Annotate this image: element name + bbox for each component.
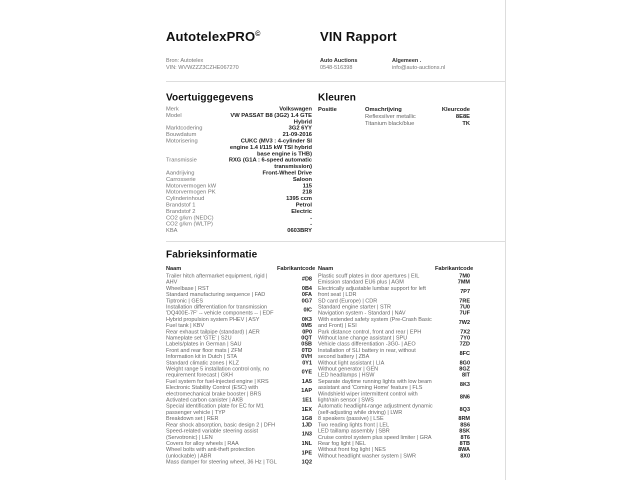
factory-item-name: Wheelbase | RST — [166, 285, 210, 292]
factory-item-code: 0M5 — [301, 322, 312, 329]
vehicle-row-value: Front-Wheel Drive — [262, 169, 312, 176]
factory-item-name: Trailer hitch aftermarket equipment, rigid | AHV — [166, 272, 268, 286]
vehicle-row-label: Brandstof 2 — [166, 208, 196, 215]
factory-item-name: Standard manufacturing sequence | FAD — [166, 291, 266, 298]
factory-item-name: Rear shock absorption, basic design 2 | DFH — [166, 421, 276, 428]
factory-item-code: 8WA — [458, 446, 470, 453]
factory-item-name: Without front fog light | NES — [318, 446, 386, 453]
vehicle-row-label: Motorvermogen PK — [166, 189, 216, 196]
vehicle-row-value: Petrol — [295, 201, 312, 208]
factory-item-code: 7P7 — [460, 288, 470, 295]
factory-item-code: 7MM — [457, 279, 470, 286]
vehicle-row-value: - — [310, 214, 312, 221]
vehicle-row-label: Brandstof 1 — [166, 201, 196, 208]
factory-item-code: 0K3 — [301, 316, 312, 323]
factory-item-code: 8GZ — [459, 366, 470, 373]
factory-item-name: Fuel tank | KBV — [166, 322, 205, 329]
color-row — [318, 113, 470, 120]
vehicle-row-value: VW PASSAT B8 (3G2) 1.4 GTE Hybrid — [230, 112, 312, 125]
factory-item-name: Park distance control, front and rear | EPH — [318, 328, 422, 335]
factory-item-name: Wheel bolts with anti-theft protection (unlockable) | ABR — [166, 446, 255, 459]
factory-row — [166, 273, 312, 285]
contact-name: Auto Auctions — [320, 57, 358, 64]
colors-header-kleurcode: Kleurcode — [441, 106, 470, 113]
factory-item-code: 8Q3 — [459, 406, 470, 413]
vehicle-row-label: Bouwdatum — [166, 131, 197, 138]
factory-item-name: LED taillamp assembly | SBR — [318, 428, 390, 435]
factory-row — [318, 453, 470, 459]
factory-item-code: 1EX — [301, 406, 312, 413]
general-label: Algemeen . — [392, 57, 422, 64]
factory-item-name: Navigation system - Standard | NAV — [318, 310, 406, 317]
factory-left-header — [166, 265, 316, 272]
factory-row — [166, 366, 312, 378]
colors-table — [318, 106, 470, 234]
factory-row — [166, 403, 312, 415]
factory-item-name: Breakdown set | RER — [166, 415, 219, 422]
factory-item-name: Windshield wiper intermittent control with light/rain sensor | SWS — [318, 390, 418, 404]
factory-item-code: 0IC — [303, 307, 312, 314]
vehicle-row-label: Merk — [166, 106, 179, 112]
factory-item-name: Emission standard EU6 plus | AGM — [318, 279, 404, 286]
factory-item-code: 8T6 — [460, 434, 470, 441]
general-contact-block — [392, 57, 445, 71]
factory-item-code: 0Y1 — [302, 359, 312, 366]
factory-item-name: Two reading lights front | LEL — [318, 421, 390, 428]
factory-item-code: 7X2 — [460, 328, 470, 335]
vehicle-row — [166, 138, 312, 157]
factory-item-name: Rear fog light | NEL — [318, 440, 366, 447]
factory-naam-header: Naam — [318, 265, 334, 272]
vehicle-row-label: CO2 g/km (NEDC) — [166, 214, 214, 221]
factory-item-code: 7RE — [459, 297, 470, 304]
contact-phone: 0548-516398 — [320, 64, 353, 71]
color-code: 8E8E — [455, 113, 470, 120]
contact-block — [320, 57, 357, 71]
factory-item-code: 1AP — [301, 387, 312, 394]
source-block — [166, 57, 239, 71]
vehicle-row-value: Volkswagen — [279, 106, 312, 112]
colors-header-omschrijving: Omschrijving — [365, 106, 402, 113]
factory-item-code: 8K3 — [459, 381, 470, 388]
factory-item-name: SD card (Europe) | CDR — [318, 297, 378, 304]
section-titles-row — [166, 92, 505, 106]
factory-code-header: Fabrikantcode — [277, 265, 316, 272]
vehicle-row-label: KBA — [166, 227, 178, 234]
factory-item-name: Standard engine starter | STR — [318, 303, 391, 310]
brand-copyright-mark: © — [255, 29, 261, 38]
factory-item-name: Standard climatic zones | KLZ — [166, 359, 239, 366]
vehicle-row-label: Marktcodering — [166, 125, 203, 132]
vehicle-and-colors — [166, 106, 505, 234]
factory-row — [318, 347, 470, 359]
factory-item-code: 1A5 — [301, 378, 312, 385]
color-positie — [318, 120, 365, 127]
factory-item-code: 1E1 — [302, 397, 312, 404]
factory-item-code: 0YE — [301, 369, 312, 376]
header-info-row — [166, 57, 505, 74]
factory-item-name: Weight range 5 installation control only, no requirement forecast | GKH — [166, 366, 270, 379]
factory-item-name: Without lane change assistant | SPU — [318, 335, 408, 341]
factory-item-code: 7Y0 — [460, 335, 470, 341]
colors-section-title: Kleuren — [318, 92, 356, 103]
factory-item-code: 7UF — [459, 310, 470, 317]
factory-item-code: 8RM — [458, 415, 470, 422]
factory-item-name: Nameplate set 'GTE' | S2U — [166, 335, 232, 341]
factory-naam-header: Naam — [166, 265, 182, 272]
colors-header-positie: Positie — [318, 106, 337, 113]
factory-row — [166, 428, 312, 440]
color-positie — [318, 113, 365, 120]
factory-item-name: Installation differentiation for transmission 'DQ400E-7F' -- vehicle components -- | EDF — [166, 303, 274, 317]
vehicle-row-value: 218 — [302, 189, 312, 196]
page-edge-divider — [505, 0, 506, 480]
factory-row — [318, 391, 470, 403]
factory-item-name: Electrically adjustable lumbar support for left front seat | LDR — [318, 285, 426, 298]
vehicle-row-label: Cylinderinhoud — [166, 195, 205, 202]
vehicle-row — [166, 228, 312, 234]
factory-item-name: Tiptronic | GES — [166, 297, 203, 304]
color-description: Titanium black/blue — [365, 120, 415, 127]
factory-item-name: Speed-related variable steering assist (Servotronic) | LEN — [166, 428, 259, 441]
source-label: Bron: Autotelex — [166, 57, 204, 64]
vehicle-row-value: CUKC (MV3 : 4-cylinder SI engine 1.4 l/115 kW TSI hybrid base engine is THB) — [229, 137, 312, 157]
factory-item-name: Special identification plate for EC for M1 passenger vehicle | TYP — [166, 403, 264, 416]
factory-item-name: Rear exhaust tailpipe (standard) | AER — [166, 328, 260, 335]
header-divider — [166, 81, 505, 82]
factory-item-name: 8 speakers (passive) | LSE — [318, 415, 384, 422]
factory-item-code: 8IT — [462, 372, 470, 379]
vehicle-row-value: 3G2 6YY — [288, 125, 312, 132]
colors-rows — [318, 113, 470, 127]
vehicle-row — [166, 157, 312, 170]
vehicle-row-label: Motorvermogen kW — [166, 182, 217, 189]
vehicle-row-value: 0603BRY — [287, 227, 312, 234]
colors-header-row — [318, 106, 470, 113]
factory-row — [166, 304, 312, 316]
vehicle-row-value: 21-09-2016 — [282, 131, 312, 138]
vehicle-row-value: Saloon — [292, 176, 312, 183]
factory-item-code: 0G7 — [301, 297, 312, 304]
factory-code-header: Fabrikantcode — [435, 265, 474, 272]
vehicle-row-label: Transmissie — [166, 157, 197, 164]
factory-row — [318, 378, 470, 390]
factory-item-code: 8G0 — [459, 359, 470, 366]
vehicle-row — [166, 112, 312, 125]
factory-item-code: 8FC — [459, 350, 470, 357]
factory-item-name: Fuel system for fuel-injected engine | KRS — [166, 378, 269, 385]
vehicle-table — [166, 106, 312, 234]
vehicle-row-label: CO2 g/km (WLTP) — [166, 221, 213, 228]
factory-item-code: 8X0 — [460, 452, 470, 459]
factory-item-code: #D8 — [301, 276, 312, 283]
vehicle-row-label: Model — [166, 112, 182, 119]
factory-item-code: 1PE — [301, 449, 312, 456]
factory-item-name: Activated carbon canister | AKB — [166, 397, 243, 404]
factory-item-name: Hybrid propulsion system PHEV | ASY — [166, 316, 260, 323]
factory-row — [166, 447, 312, 459]
factory-item-code: 0TD — [301, 347, 312, 354]
factory-item-code: 0VH — [301, 353, 312, 360]
vin-label: VIN: WVWZZZ3CZHE067270 — [166, 64, 239, 71]
factory-right-column — [318, 265, 474, 465]
factory-item-code: 0B4 — [301, 285, 312, 292]
factory-section-title: Fabrieksinformatie — [166, 248, 258, 260]
factory-item-code: 7U0 — [459, 303, 470, 310]
report-content — [166, 29, 505, 465]
factory-item-name: Labels/plates in German | SAU — [166, 341, 242, 348]
vehicle-row-value: 1395 ccm — [286, 195, 312, 202]
factory-item-name: Cruise control system plus speed limiter | GRA — [318, 434, 432, 441]
factory-item-name: Electronic Stability Control (ESC) with electromechanical brake booster | BRS — [166, 384, 262, 397]
factory-row — [166, 385, 312, 397]
factory-item-code: 8SK — [459, 428, 470, 435]
report-header — [166, 29, 505, 47]
vehicle-row-value: Electric — [291, 208, 312, 215]
factory-row — [318, 316, 470, 328]
factory-item-name: Information kit in Dutch | STA — [166, 353, 238, 360]
brand-title — [166, 29, 261, 45]
factory-item-name: Vehicle class differentiation -3G0- | AEO — [318, 341, 416, 348]
section-divider — [166, 241, 505, 242]
factory-item-code: 0P0 — [302, 328, 312, 335]
factory-item-code: 8N6 — [459, 393, 470, 400]
factory-item-code: 0SB — [301, 341, 312, 348]
factory-item-code: 1N3 — [301, 431, 312, 438]
vehicle-row-value: - — [310, 221, 312, 228]
general-email: info@auto-auctions.nl — [392, 64, 446, 71]
color-code: TK — [462, 120, 470, 127]
factory-item-name: Separate daytime running lights with low beam assistant and 'Coming Home' feature | FLS — [318, 378, 432, 391]
factory-item-name: Covers for alloy wheels | RAA — [166, 440, 239, 447]
factory-item-code: 8TB — [459, 440, 470, 447]
color-row — [318, 120, 470, 127]
factory-item-name: Without generator | GEN — [318, 366, 379, 373]
factory-right-rows — [318, 273, 470, 459]
factory-item-code: 1Q2 — [301, 459, 312, 466]
factory-row — [318, 285, 470, 297]
vehicle-row-label: Aandrijving — [166, 169, 195, 176]
factory-right-header — [318, 265, 474, 272]
factory-item-name: Without headlight washer system | SWR — [318, 452, 417, 459]
vehicle-row-value: 115 — [302, 182, 312, 189]
report-title: VIN Rapport — [320, 29, 397, 44]
vehicle-row-value: RXG (G1A : 6-speed automatic transmission) — [228, 157, 312, 170]
factory-item-code: 1JD — [301, 421, 312, 428]
factory-item-name: With extended safety system (Pre-Crash Basic and Front) | ESI — [318, 316, 432, 329]
factory-row — [166, 459, 312, 465]
factory-item-name: Automatic headlight-range adjustment dynamic (self-adjusting while driving) | LWR — [318, 403, 433, 416]
factory-item-code: 0QT — [301, 335, 312, 341]
factory-item-name: Installation of SLI battery in rear, without second battery | ZBA — [318, 347, 416, 360]
factory-row — [318, 403, 470, 415]
factory-item-code: 0FA — [301, 291, 312, 298]
factory-item-name: Without light assistant | LIA — [318, 359, 385, 366]
factory-item-code: 1G8 — [301, 415, 312, 422]
vehicle-section-title: Voertuiggegevens — [166, 92, 254, 103]
factory-item-code: 1NL — [301, 440, 312, 447]
factory-item-code: 7ZD — [459, 341, 470, 348]
factory-left-column — [166, 265, 316, 466]
vehicle-row-label: Motorisering — [166, 137, 198, 144]
factory-item-name: Mass damper for steering wheel, 36 Hz | TGL — [166, 459, 277, 466]
factory-item-code: 8S6 — [460, 421, 470, 428]
factory-grid — [166, 265, 505, 465]
color-description: Reflexsilver metallic — [365, 113, 416, 120]
brand-text: AutotelexPRO — [166, 29, 256, 44]
vehicle-row-label: Carrosserie — [166, 176, 196, 183]
factory-item-name: Front and rear floor mats | ZFM — [166, 347, 243, 354]
factory-item-code: 7W2 — [458, 319, 470, 326]
factory-item-code: 7M0 — [459, 272, 470, 279]
factory-left-rows — [166, 273, 312, 465]
factory-item-name: LED headlamps | HSW — [318, 372, 375, 379]
factory-item-name: Plastic scuff plates in door apertures | EIL — [318, 272, 420, 279]
